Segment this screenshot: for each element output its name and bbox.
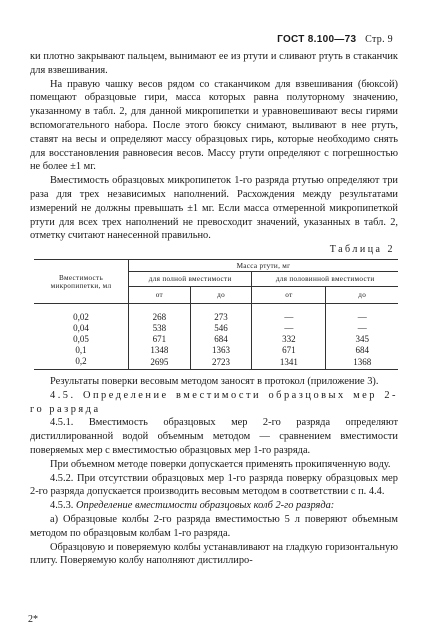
cell-capacity: 0,04 — [73, 322, 89, 333]
cell-half-to: — — [326, 322, 398, 333]
cell-half-from: 671 — [252, 344, 326, 355]
clause-number: 4.5.3. — [50, 500, 74, 512]
paragraph: а) Образцовые колбы 2-го разряда вместимостью 5 л поверяют объемным методом по образцовым колбам 1-го разряда. — [30, 513, 398, 539]
paragraph: На правую чашку весов рядом со стаканчиком для взвешивания (бюксой) помещают образцовые гири, масса которых равна полуторному значению, указанному в табл. 2, для данной микропипетки и уравновешивают весы гирями вспомогательного набора. После этого бюксу снимают, выливают в нее ртуть, ставят на весы и определяют массу образцовых гирь, которые необходимо снять для восстановления равновесия весов. Массу ртути определяют с погрешностью не более ±1 мг. — [30, 78, 398, 173]
cell-half-to: 345 — [326, 333, 398, 344]
paragraph — [30, 499, 398, 513]
cell-full-to: 2723 — [190, 355, 252, 370]
cell-half-from: — — [252, 322, 326, 333]
subheader-from: от — [252, 287, 326, 304]
cell-half-from: 332 — [252, 333, 326, 344]
cell-half-to: 684 — [326, 344, 398, 355]
paragraph: Вместимость образцовых микропипеток 1-го разряда ртутью определяют три раза для трех независимых наполнений. Расхождения между результатами измерений не должны превышать ±1 мг. Если масса отмеренной микропипеткой ртути для всех трех наполнений не превосходит значений, указанных в табл. 2, отметку считают нанесенной правильно. — [30, 175, 398, 242]
subheader-to: до — [326, 287, 398, 304]
cell-full-from: 268 — [129, 311, 191, 322]
mercury-mass-table — [34, 259, 398, 370]
page-number: Стр. 9 — [365, 34, 393, 45]
cell-full-from: 671 — [129, 333, 191, 344]
column-header-capacity: Вместимость микропипетки, мл — [34, 260, 129, 304]
paragraph: При объемном методе поверки допускается применять прокипяченную воду. — [50, 458, 391, 470]
standard-number: ГОСТ 8.100—73 — [277, 34, 357, 45]
cell-half-from: — — [252, 311, 326, 322]
subheader-from: от — [129, 287, 191, 304]
column-group-half: для половинной вместимости — [252, 272, 398, 287]
cell-full-to: 684 — [190, 333, 252, 344]
cell-full-from: 538 — [129, 322, 191, 333]
signature-mark: 2* — [28, 614, 38, 625]
cell-capacity: 0,2 — [34, 355, 129, 370]
table-row — [34, 355, 398, 370]
cell-full-to: 273 — [190, 311, 252, 322]
table-row — [34, 322, 398, 333]
paragraph: Образцовую и поверяемую колбы устанавливают на гладкую горизонтальную плиту. Поверяемую колбу наполняют дистиллиро- — [30, 541, 398, 567]
cell-capacity: 0,05 — [73, 333, 89, 344]
paragraph: Результаты поверки весовым методом заносят в протокол (приложение 3). — [50, 376, 379, 387]
body-text-bottom — [30, 375, 398, 568]
subheader-to: до — [190, 287, 252, 304]
page-header — [277, 34, 393, 45]
table-row — [34, 311, 398, 322]
cell-full-to: 1363 — [190, 344, 252, 355]
cell-half-to: — — [326, 311, 398, 322]
cell-full-from: 2695 — [129, 355, 191, 370]
cell-half-to: 1368 — [326, 355, 398, 370]
paragraph: ки плотно закрывают пальцем, вынимают ее из ртути и сливают ртуть в стаканчик для взвешивания. — [30, 51, 398, 76]
cell-full-to: 546 — [190, 322, 252, 333]
body-text-top — [30, 50, 398, 243]
table-caption: Таблица 2 — [329, 244, 395, 255]
cell-capacity: 0,1 — [75, 344, 87, 355]
column-group-full: для полной вместимости — [129, 272, 252, 287]
cell-full-from: 1348 — [129, 344, 191, 355]
table-row — [34, 333, 398, 344]
cell-capacity: 0,02 — [73, 311, 89, 322]
clause-title: Определение вместимости образцовых колб 2-го разряда: — [76, 500, 335, 512]
table-row — [34, 344, 398, 355]
section-heading: 4.5. Определение вместимости образцовых мер 2-го разряда — [30, 389, 398, 415]
cell-half-from: 1341 — [252, 355, 326, 370]
paragraph: 4.5.2. При отсутствии образцовых мер 1-го разряда поверку образцовых мер 2-го разряда допускается производить весовым методом в соответствии с п. 4.4. — [30, 472, 398, 498]
paragraph: 4.5.1. Вместимость образцовых мер 2-го разряда определяют дистиллированной водой объемным методом — сравнением вместимости поверяемых мер с вместимостью образцовых мер 1-го разряда. — [30, 417, 398, 456]
column-header-mass: Масса ртути, мг — [129, 260, 399, 272]
